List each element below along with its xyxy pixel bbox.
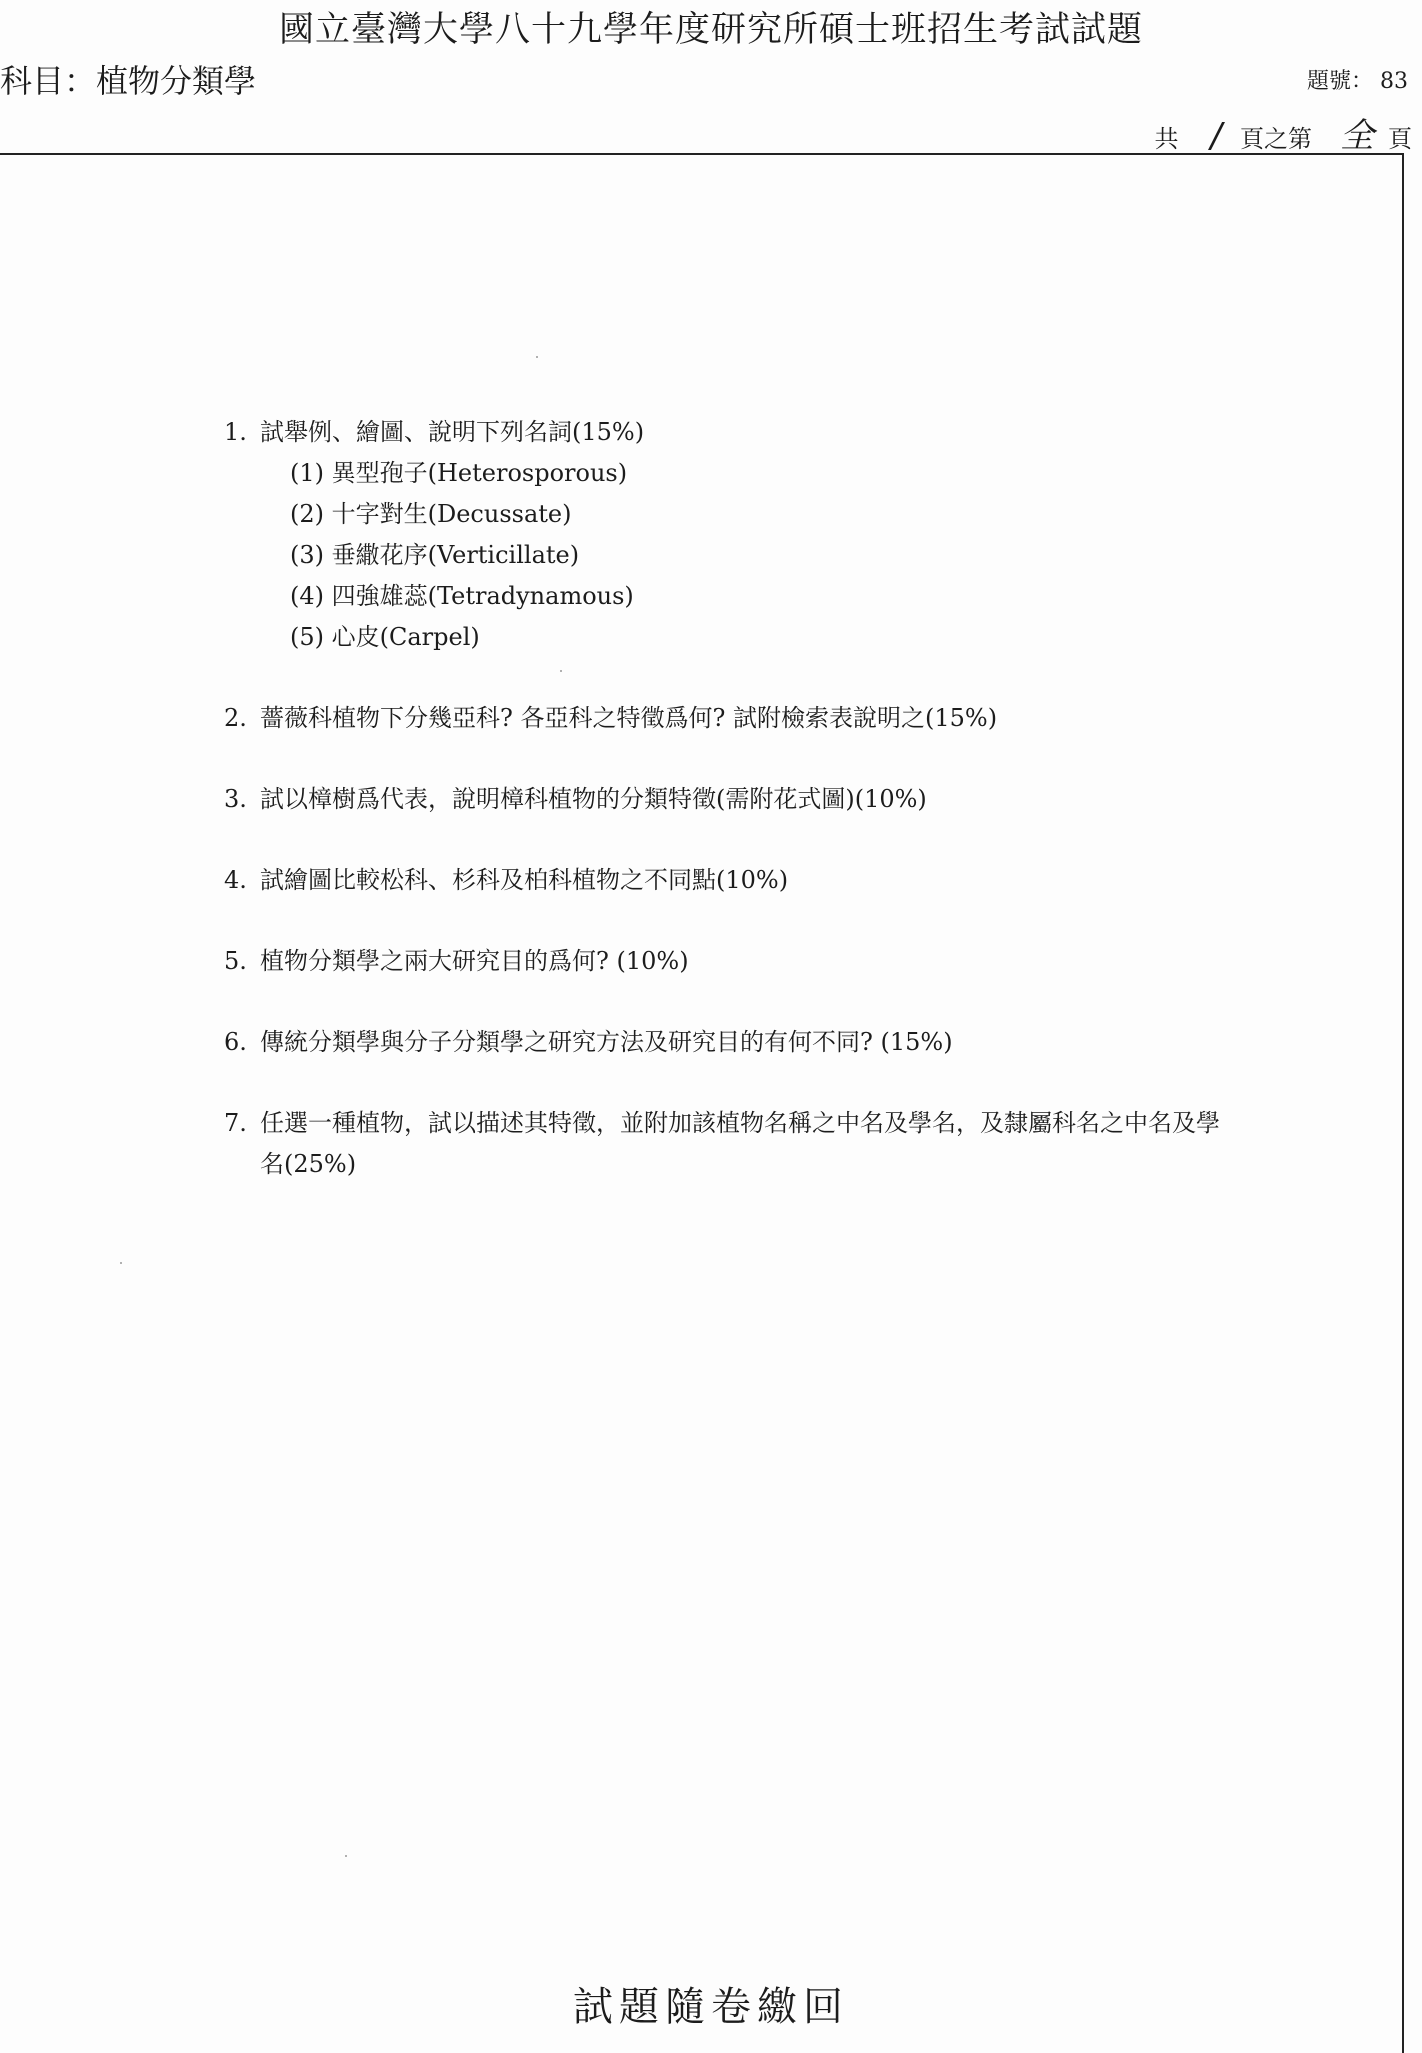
- footer-stamp: 試題隨卷繳回: [573, 1984, 849, 2030]
- question-1-sub-items: [260, 453, 1224, 658]
- question-3-text: 試以樟樹爲代表，說明樟科植物的分類特徵(需附花式圖)(10%): [260, 785, 927, 813]
- sub-item: (1) 異型孢子(Heterosporous): [290, 459, 628, 487]
- scan-speck: [560, 670, 562, 672]
- sub-item: (3) 垂繖花序(Verticillate): [290, 541, 580, 569]
- scan-speck: [536, 356, 538, 358]
- question-6-text: 傳統分類學與分子分類學之研究方法及研究目的有何不同? (15%): [260, 1028, 953, 1056]
- question-3-number: 3.: [224, 785, 247, 813]
- exam-title: 國立臺灣大學八十九學年度研究所碩士班招生考試試題: [278, 10, 1143, 50]
- sub-item: (4) 四強雄蕊(Tetradynamous): [290, 582, 634, 610]
- question-6: [224, 1022, 1224, 1063]
- question-number-value: 83: [1380, 69, 1408, 94]
- question-list: [224, 412, 1224, 1225]
- sub-item: (2) 十字對生(Decussate): [290, 500, 572, 528]
- page-current-handwritten: 全: [1340, 116, 1374, 156]
- question-number-label: 題號：: [1306, 69, 1373, 94]
- question-4-text: 試繪圖比較松科、杉科及柏科植物之不同點(10%): [260, 866, 789, 894]
- subject-label: 科目：植物分類學: [0, 62, 257, 100]
- question-1-text: 試舉例、繪圖、說明下列名詞(15%): [260, 418, 645, 446]
- question-4-number: 4.: [224, 866, 247, 894]
- question-3: [224, 779, 1224, 820]
- question-7-number: 7.: [224, 1109, 247, 1137]
- question-7: [224, 1103, 1224, 1185]
- question-1-number: 1.: [224, 418, 247, 446]
- page-indicator: [1155, 108, 1412, 157]
- page-mid-label: 頁之第: [1240, 125, 1312, 153]
- page-suffix-label: 頁: [1388, 125, 1412, 153]
- scan-speck: [120, 1262, 122, 1264]
- question-2: [224, 698, 1224, 739]
- sub-item: (5) 心皮(Carpel): [290, 623, 480, 651]
- question-6-number: 6.: [224, 1028, 247, 1056]
- question-5-text: 植物分類學之兩大研究目的爲何? (10%): [260, 947, 689, 975]
- scan-speck: [345, 1855, 347, 1857]
- page-total-prefix: 共: [1154, 125, 1179, 153]
- question-1: [224, 412, 1224, 658]
- question-2-number: 2.: [224, 704, 247, 732]
- question-2-text: 薔薇科植物下分幾亞科? 各亞科之特徵爲何? 試附檢索表說明之(15%): [260, 704, 998, 732]
- question-7-text: 任選一種植物，試以描述其特徵，並附加該植物名稱之中名及學名，及隸屬科名之中名及學名(25%): [260, 1109, 1220, 1178]
- question-5-number: 5.: [224, 947, 247, 975]
- question-4: [224, 860, 1224, 901]
- question-5: [224, 941, 1224, 982]
- page-total-handwritten: /: [1210, 116, 1222, 156]
- question-number: [1307, 64, 1408, 95]
